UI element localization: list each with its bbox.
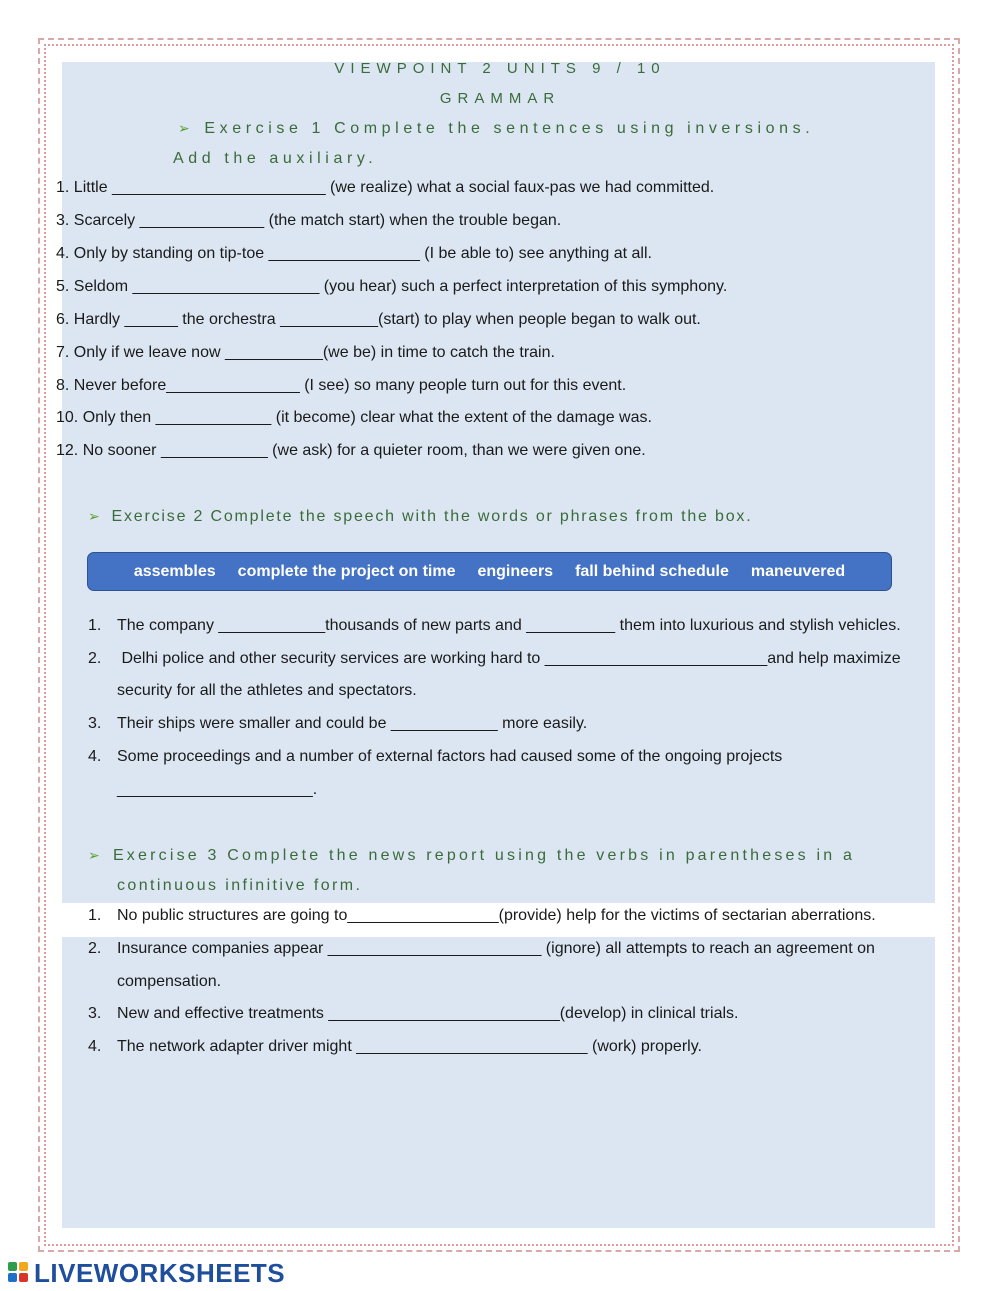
item-number: 2. <box>88 940 102 957</box>
arrow-bullet-icon: ➢ <box>178 120 195 136</box>
exercise3-title-cont: continuous infinitive form. <box>117 877 363 894</box>
exercise1-item <box>56 212 561 230</box>
exercise2-title-text: Exercise 2 Complete the speech with the words or phrases from the box. <box>111 508 753 525</box>
exercise1-item <box>56 311 701 329</box>
item-text[interactable]: Their ships were smaller and could be ____________ more easily. <box>117 715 588 732</box>
item-text[interactable]: New and effective treatments __________________________(develop) in clinical trials. <box>117 1005 739 1022</box>
logo-text: LIVEWORKSHEETS <box>34 1257 286 1288</box>
exercise1-item <box>56 409 652 427</box>
item-text[interactable]: 7. Only if we leave now ___________(we be) in time to catch the train. <box>56 344 555 361</box>
exercise1-title <box>178 120 814 138</box>
arrow-bullet-icon: ➢ <box>88 508 102 524</box>
exercise1-item <box>56 278 727 296</box>
exercise3-item <box>88 1038 702 1056</box>
exercise3-title <box>88 847 855 865</box>
exercise3-item <box>88 1005 738 1023</box>
word-box-item[interactable]: maneuvered <box>750 562 846 580</box>
exercise2-item <box>88 617 901 635</box>
item-text[interactable]: security for all the athletes and spectators. <box>117 682 417 699</box>
item-number: 3. <box>88 1005 102 1022</box>
exercise2-title <box>88 508 752 526</box>
exercise1-title-text: Exercise 1 Complete the sentences using inversions. <box>204 120 815 137</box>
item-text[interactable]: 12. No sooner ____________ (we ask) for a quieter room, than we were given one. <box>56 442 646 459</box>
exercise1-item <box>56 179 714 197</box>
worksheet-title: VIEWPOINT 2 UNITS 9 / 10 <box>334 60 666 77</box>
item-text[interactable]: The company ____________thousands of new parts and __________ them into luxurious and stylish vehicles. <box>117 617 901 634</box>
item-text[interactable]: Delhi police and other security services are working hard to _________________________and help maximize <box>117 650 901 667</box>
item-text[interactable]: ______________________. <box>117 781 318 798</box>
liveworksheets-logo[interactable] <box>8 1258 285 1288</box>
item-number: 1. <box>88 907 102 924</box>
item-text[interactable]: 4. Only by standing on tip-toe _________________ (I be able to) see anything at all. <box>56 245 652 262</box>
item-text[interactable]: 3. Scarcely ______________ (the match start) when the trouble began. <box>56 212 562 229</box>
exercise2-item <box>88 748 782 766</box>
word-box <box>87 552 892 591</box>
arrow-bullet-icon: ➢ <box>88 847 103 863</box>
exercise3-item <box>88 940 875 958</box>
exercise1-item <box>56 245 652 263</box>
exercise2-item <box>88 781 317 799</box>
item-number: 4. <box>88 1038 102 1055</box>
item-text[interactable]: The network adapter driver might __________________________ (work) properly. <box>117 1038 702 1055</box>
exercise3-item <box>88 907 876 925</box>
item-text[interactable]: Insurance companies appear ________________________ (ignore) all attempts to reach an agreement on <box>117 940 875 957</box>
item-text[interactable]: No public structures are going to_________________(provide) help for the victims of sectarian aberrations. <box>117 907 876 924</box>
exercise1-item <box>56 442 646 460</box>
exercise2-item <box>88 650 901 668</box>
item-text[interactable]: 10. Only then _____________ (it become) clear what the extent of the damage was. <box>56 409 652 426</box>
exercise2-item <box>88 715 587 733</box>
item-text[interactable]: 5. Seldom _____________________ (you hear) such a perfect interpretation of this symphony. <box>56 278 728 295</box>
word-box-item[interactable]: assembles <box>133 562 216 580</box>
logo-squares-icon <box>8 1262 30 1284</box>
item-text[interactable]: Some proceedings and a number of external factors had caused some of the ongoing projects <box>117 748 783 765</box>
word-box-item[interactable]: fall behind schedule <box>575 562 729 580</box>
worksheet-subtitle: GRAMMAR <box>439 90 561 107</box>
word-box-item[interactable]: engineers <box>477 562 554 580</box>
exercise3-title-text: Exercise 3 Complete the news report using the verbs in parentheses in a <box>112 847 856 864</box>
item-text[interactable]: 1. Little ________________________ (we realize) what a social faux-pas we had committed. <box>56 179 715 196</box>
item-text[interactable]: 8. Never before_______________ (I see) so many people turn out for this event. <box>56 377 627 394</box>
item-text[interactable]: 6. Hardly ______ the orchestra ___________(start) to play when people began to walk out. <box>56 311 701 328</box>
item-number: 4. <box>88 748 102 765</box>
exercise2-item <box>88 682 417 700</box>
item-number: 2. <box>88 650 102 667</box>
exercise1-item <box>56 377 626 395</box>
exercise1-title-cont: Add the auxiliary. <box>173 150 378 167</box>
item-number: 1. <box>88 617 102 634</box>
exercise1-item <box>56 344 555 362</box>
item-number: 3. <box>88 715 102 732</box>
word-box-item[interactable]: complete the project on time <box>237 562 456 580</box>
item-text[interactable]: compensation. <box>117 973 222 990</box>
exercise3-item <box>88 973 221 991</box>
